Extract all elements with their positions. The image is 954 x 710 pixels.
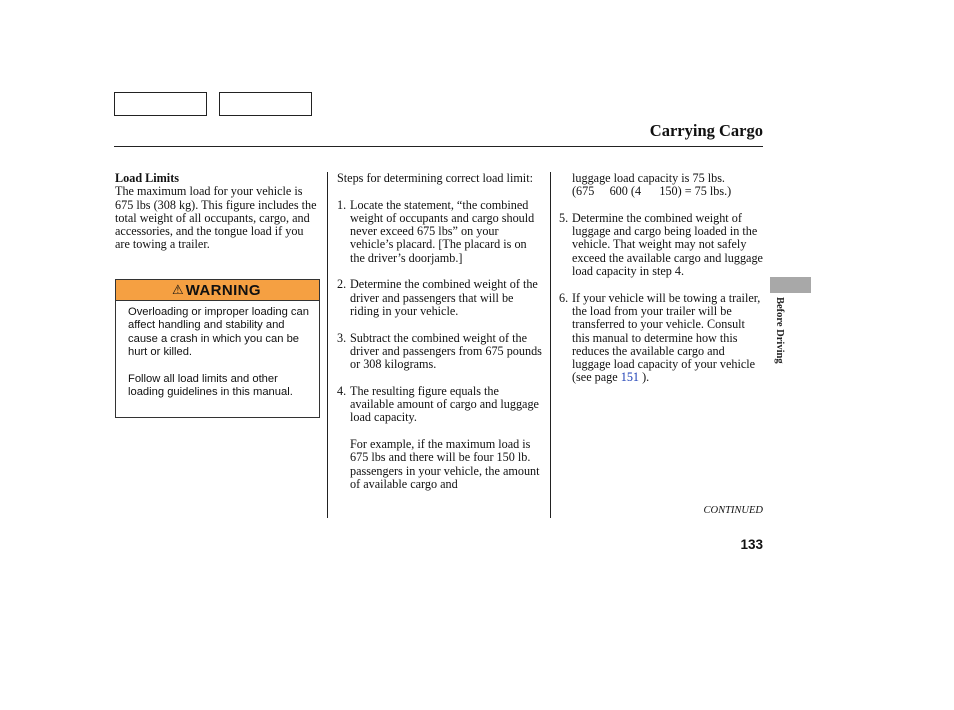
step-text: Determine the combined weight of the driver and passengers that will be riding in your vehicle. [350, 277, 538, 318]
left-column [115, 172, 320, 252]
step-text-after: ). [639, 370, 650, 385]
continuation-line-1: luggage load capacity is 75 lbs. [572, 171, 725, 185]
column-divider-1 [327, 172, 328, 518]
step-number: 2. [337, 277, 347, 292]
warning-paragraph-1: Overloading or improper loading can affect handling and stability and cause a crash in which you can be hurt or killed. [128, 306, 309, 359]
step-3 [337, 332, 543, 372]
page-title: Carrying Cargo [649, 121, 763, 140]
page-number: 133 [740, 537, 763, 552]
step-number: 3. [337, 330, 347, 345]
step-number: 6. [559, 290, 569, 305]
warning-paragraph-2: Follow all load limits and other loading guidelines in this manual. [128, 372, 293, 399]
column-divider-2 [550, 172, 551, 518]
warning-body [116, 301, 319, 399]
step-number: 4. [337, 383, 347, 398]
steps-intro: Steps for determining correct load limit: [337, 171, 533, 185]
warning-box [115, 279, 320, 418]
side-section-label: Before Driving [774, 297, 785, 364]
nav-box-2[interactable] [219, 92, 312, 116]
step-text [572, 292, 763, 385]
step-2 [337, 278, 543, 318]
step-text: Locate the statement, “the combined weight of occupants and cargo should never exceed 675 lbs” on your vehicle’s placard. [The placard is on the driver’s doorjamb.] [350, 197, 535, 265]
warning-label: WARNING [185, 281, 261, 299]
continuation-line-2: (675 600 (4 150) = 75 lbs.) [572, 184, 732, 199]
page-link[interactable]: 151 [620, 370, 640, 385]
step-5 [559, 212, 763, 278]
step-number: 5. [559, 210, 569, 225]
step-1 [337, 199, 543, 265]
warning-header [116, 280, 319, 301]
section-heading: Load Limits [115, 171, 179, 185]
middle-column [337, 172, 543, 491]
step-4 [337, 385, 543, 425]
section-tab [770, 277, 811, 293]
nav-box-1[interactable] [114, 92, 207, 116]
continued-label: CONTINUED [703, 505, 763, 516]
header-rule [114, 146, 763, 147]
example-paragraph: For example, if the maximum load is 675 lbs and there will be four 150 lb. passengers in your vehicle, the amount of available cargo and [350, 436, 540, 491]
step-text: The resulting figure equals the available amount of cargo and luggage load capacity. [350, 383, 539, 425]
right-column [559, 172, 763, 398]
load-limits-paragraph: The maximum load for your vehicle is 675 lbs (308 kg). This figure includes the total weight of all occupants, cargo, and accessories, and the tongue load if you are towing a trailer. [115, 184, 317, 252]
warning-triangle-icon: ⚠ [172, 282, 184, 298]
step-6 [559, 292, 763, 385]
step-text: Subtract the combined weight of the driver and passengers from 675 pounds or 308 kilograms. [350, 330, 542, 372]
step-text-before: If your vehicle will be towing a trailer, the load from your trailer will be transferred to your vehicle. Consult this manual to determine how this reduces the available cargo and luggage load capacity of your vehicle (see page [572, 290, 761, 385]
step-number: 1. [337, 197, 347, 212]
step-text: Determine the combined weight of luggage and cargo being loaded in the vehicle. That weight may not safely exceed the available cargo and luggage load capacity in step 4. [572, 210, 763, 279]
